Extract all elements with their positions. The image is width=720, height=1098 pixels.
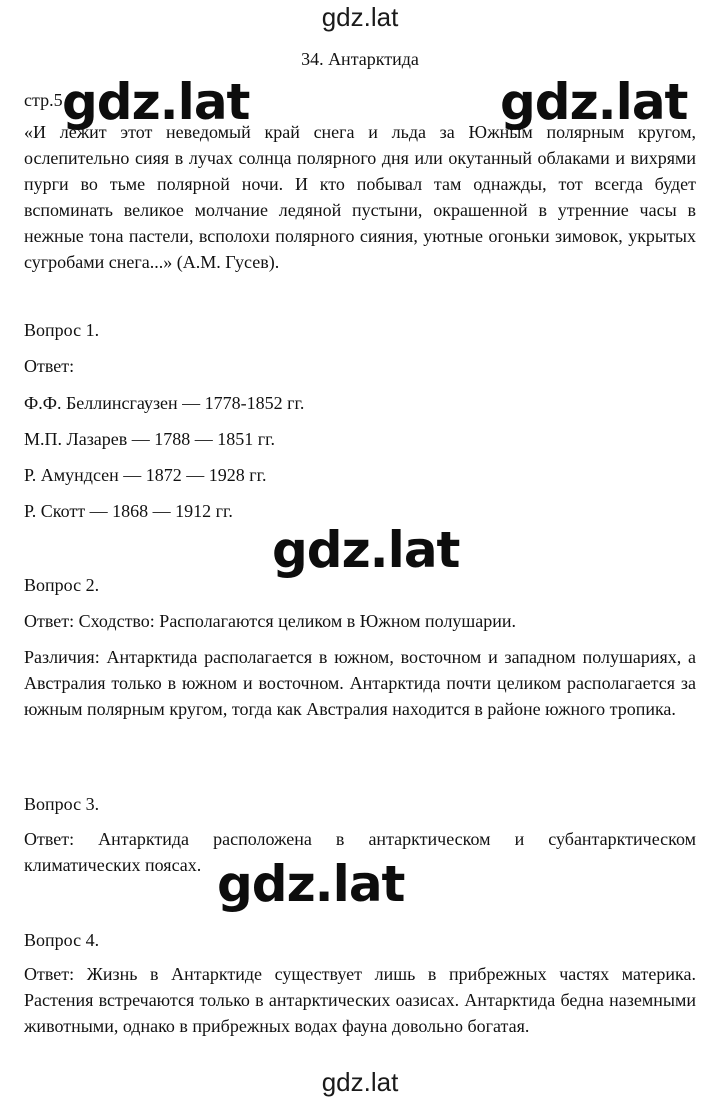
question-2-label: Вопрос 2. xyxy=(24,575,100,595)
watermark-overlay: gdz.lat xyxy=(500,73,688,131)
question-2-answer: Ответ: Сходство: Располагаются целиком в Южном полушарии. xyxy=(24,611,517,631)
watermark-bottom: gdz.lat xyxy=(321,1067,399,1097)
page-title: 34. Антарктида xyxy=(301,49,419,69)
answer-1-line: М.П. Лазарев — 1788 — 1851 гг. xyxy=(24,429,276,449)
question-2-differences: Различия: Антарктида располагается в южном, восточном и западном полушариях, а Австралия только в южном и восточном. Антарктида почти целиком располагается за южным полярным кругом, тогда как Австралия находится в районе южного тропика. xyxy=(24,647,696,719)
question-3-answer: Ответ: Антарктида расположена в антарктическом и субантарктическом климатических поясах. xyxy=(24,829,696,875)
watermark-overlay: gdz.lat xyxy=(62,73,250,131)
page-reference: стр.5 xyxy=(24,90,63,110)
question-3-label: Вопрос 3. xyxy=(24,794,100,814)
watermark-overlay: gdz.lat xyxy=(272,521,460,579)
epigraph-quote: «И лежит этот неведомый край снега и льда за Южным полярным кругом, ослепительно сияя в лучах солнца полярного дня или окутанный облаками и вихрями пурги во тьме полярной ночи. И кто побывал там однажды, тот всегда будет вспоминать великое молчание ледяной пустыни, окрашенной в утренние часы в нежные тона пастели, всполохи полярного сияния, уютные огоньки зимовок, укрытых сугробами снега...» (А.М. Гусев). xyxy=(24,122,696,272)
question-4-label: Вопрос 4. xyxy=(24,930,100,950)
question-1-label: Вопрос 1. xyxy=(24,320,100,340)
answer-1-line: Р. Амундсен — 1872 — 1928 гг. xyxy=(24,465,267,485)
question-4-answer: Ответ: Жизнь в Антарктиде существует лишь в прибрежных частях материка. Растения встречаются только в антарктических оазисах. Антарктида бедна наземными животными, однако в прибрежных водах фауна довольно богатая. xyxy=(24,964,696,1036)
answer-1-line: Ф.Ф. Беллинсгаузен — 1778-1852 гг. xyxy=(24,393,305,413)
answer-1-line: Р. Скотт — 1868 — 1912 гг. xyxy=(24,501,233,521)
question-1-answer-label: Ответ: xyxy=(24,356,75,376)
watermark-overlay: gdz.lat xyxy=(217,855,405,913)
watermark-top: gdz.lat xyxy=(321,2,399,32)
